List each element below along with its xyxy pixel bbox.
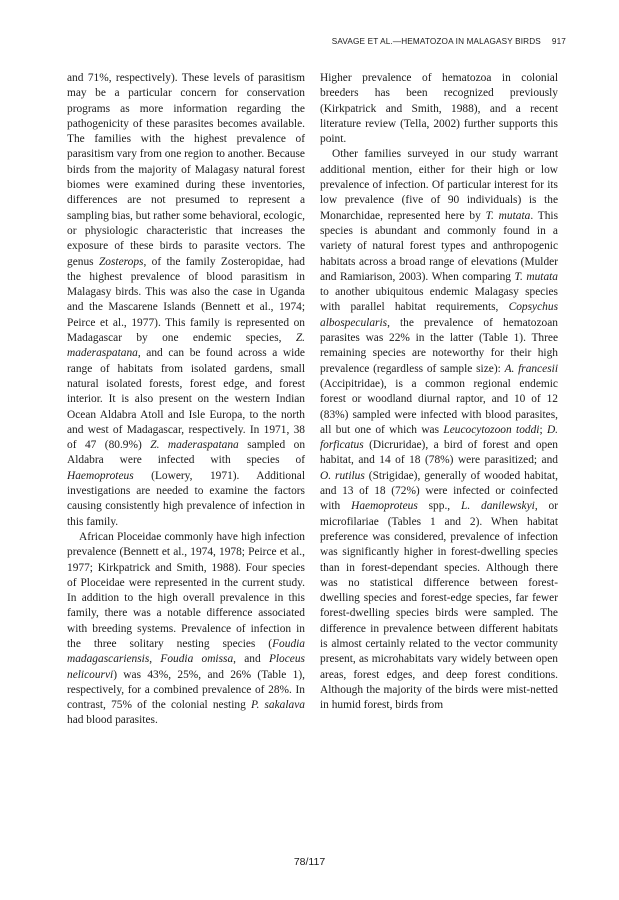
left-column xyxy=(67,71,305,729)
italic-run: Copsychus albospecularis xyxy=(320,301,558,329)
italic-run: L. danilewskyi xyxy=(461,500,535,513)
text-run: sampled on Aldabra were infected with species of xyxy=(67,439,306,467)
right-paragraph-2 xyxy=(320,147,558,713)
text-run: , and can be found across a wide range of habitats from isolated gardens, small natural isolated forests, forest edge, and forest interior. It is also present on the western Indian Ocean Aldabra Atoll and Isle Europa, to the north and west of Madagascar, respectively. In 1971, 38 of 47 (80.9%) xyxy=(67,347,305,452)
italic-run: O. rutilus xyxy=(320,469,365,482)
text-run: spp., xyxy=(417,500,461,513)
text-run: to another ubiquitous endemic Malagasy species with parallel habitat requirements, xyxy=(320,286,558,314)
text-run: , the prevalence of hematozoan parasites was 22% in the latter (Table 1). Three remaining species are noteworthy for their high prevalence (regardless of sample size): xyxy=(320,316,558,375)
text-run: (Dicruridae), a bird of forest and open habitat, and 14 of 18 (78%) were parasitized; and xyxy=(320,439,558,467)
italic-run: Haemoproteus xyxy=(351,500,418,513)
text-run: (Accipitridae), is a common regional endemic forest or woodland diurnal raptor, and 10 of 12 (83%) sampled were infected with blood parasites, all but one of which was xyxy=(320,377,558,436)
text-run: , or microfilariae (Tables 1 and 2). When habitat preference was considered, prevalence of infection was significantly higher in forest-dwelling species than in forest-dependant species. Although there was no statistical difference between forest-dwelling species and forest-edge species, far fewer forest-dwelling species birds were sampled. The difference in prevalence between different habitats is almost certainly related to the vector community present, as microhabitats vary widely between open areas, forest edges, and deep forest conditions. Although the majority of the birds were mist-netted in humid forest, birds from xyxy=(320,500,558,712)
italic-run: A. francesii xyxy=(504,362,558,375)
text-run: , and xyxy=(233,653,269,666)
italic-run: Leucocytozoon toddi xyxy=(443,423,540,436)
page-counter: 78/117 xyxy=(293,856,326,868)
text-run: (Strigidae), generally of wooded habitat, and 13 of 18 (72%) were infected or coinfected with xyxy=(320,469,558,513)
text-run: Other families surveyed in our study warrant additional mention, either for their high or low prevalence of infection. Of particular interest for its low prevalence (five of 90 individuals) is the Monarchidae, represented here by xyxy=(320,148,558,222)
left-paragraph-2 xyxy=(67,530,305,729)
italic-run: Z. maderaspatana xyxy=(150,439,239,452)
italic-run: T. mutata xyxy=(485,209,531,222)
text-run: ) was 43%, 25%, and 26% (Table 1), respectively, for a combined prevalence of 28%. In contrast, 75% of the colonial nesting xyxy=(67,668,305,712)
text-run: had blood parasites. xyxy=(67,714,158,727)
text-run: , xyxy=(149,653,161,666)
italic-run: P. sakalava xyxy=(250,699,305,712)
text-run: , of the family Zosteropidae, had the highest prevalence of blood parasitism in Malagasy birds. This was also the case in Uganda and the Mascarene Islands (Bennett et al., 1974; Peirce et al., 1977). This family is represented on Madagascar by one endemic species, xyxy=(67,255,305,345)
italic-run: T. mutata xyxy=(514,270,559,283)
running-title: SAVAGE ET AL.—HEMATOZOA IN MALAGASY BIRDS xyxy=(331,37,541,46)
italic-run: Foudia madagascariensis xyxy=(67,637,305,666)
text-run: (Lowery, 1971). Additional investigations are needed to examine the factors causing consistently high prevalence of infection in this family. xyxy=(67,469,305,528)
text-run: African Ploceidae commonly have high infection prevalence (Bennett et al., 1974, 1978; Peirce et al., 1977; Kirkpatrick and Smith, 1988). Four species of Ploceidae were represented in the current study. In addition to the high overall prevalence in this family, there was a notable difference associated with breeding systems. Prevalence of infection in the three solitary nesting species ( xyxy=(67,530,305,650)
running-head xyxy=(332,37,566,46)
italic-run: Zosterops xyxy=(98,255,144,268)
text-run: Higher prevalence of hematozoa in colonial breeders has been recognized previously (Kirkpatrick and Smith, 1988), and a recent literature review (Tella, 2002) further supports this point. xyxy=(320,72,558,146)
italic-run: Z. maderaspatana xyxy=(67,332,305,360)
text-run: . This species is abundant and commonly found in a variety of natural forest types and anthropogenic habitats across a broad range of elevations (Mulder and Ramiarison, 2003). When comparing xyxy=(320,209,559,283)
italic-run: Ploceus nelicourvi xyxy=(67,653,305,681)
italic-run: D. forficatus xyxy=(320,423,559,452)
right-column xyxy=(320,71,558,713)
text-run: ; xyxy=(539,423,547,436)
right-paragraph-1 xyxy=(320,71,558,147)
text-run: and 71%, respectively). These levels of parasitism may be a particular concern for conservation programs as more information regarding the pathogenicity of these parasites becomes available. The families with the highest prevalence of parasitism vary from one region to another. Because birds from the majority of Malagasy natural forest biomes were examined during these inventories, differences are not presumed to represent a sampling bias, but rather some behavioral, ecologic, or physiologic characteristic that increases the exposure of these birds to parasite vectors. The genus xyxy=(67,72,305,268)
italic-run: Haemoproteus xyxy=(67,469,134,482)
page-number: 917 xyxy=(551,37,566,46)
left-paragraph-1 xyxy=(67,71,305,530)
italic-run: Foudia omissa xyxy=(160,653,234,666)
